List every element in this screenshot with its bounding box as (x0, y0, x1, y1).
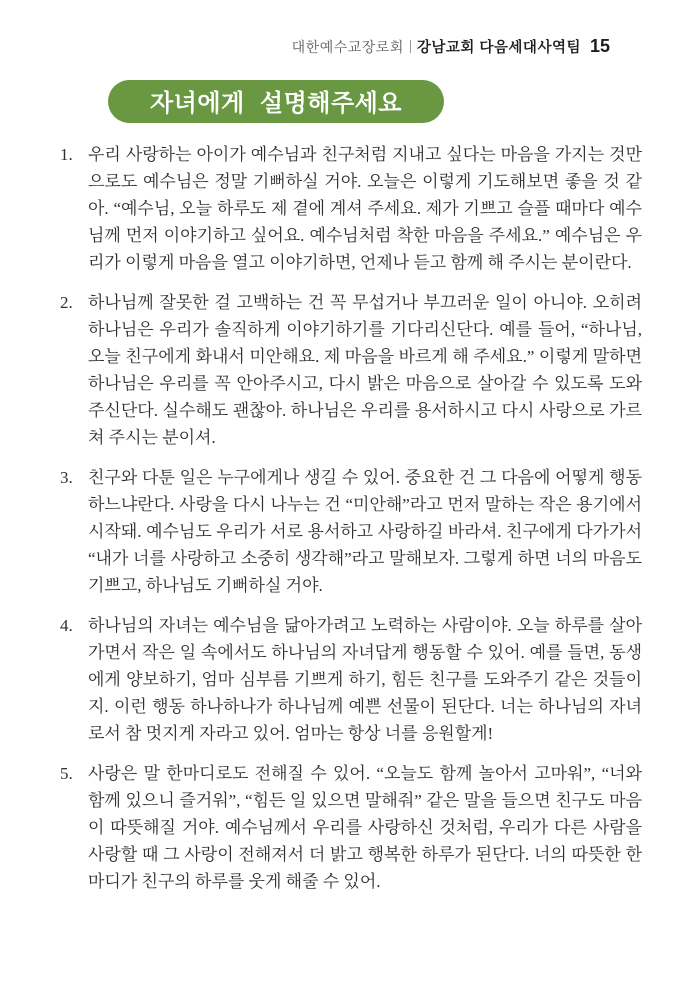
list-item-number: 5. (60, 764, 73, 783)
list-item (60, 760, 642, 895)
list-item-number: 1. (60, 145, 73, 164)
header-divider (410, 40, 411, 53)
list-item (60, 289, 642, 451)
list-item-number: 3. (60, 468, 73, 487)
list-item (60, 612, 642, 747)
list-item-text: 하나님께 잘못한 걸 고백하는 건 꼭 무섭거나 부끄러운 일이 아니야. 오히려 하나님은 우리가 솔직하게 이야기하기를 기다리신단다. 예를 들어, “하나님, 오늘 친구에게 화내서 미안해요. 제 마음을 바르게 해 주세요.” 이렇게 말하면 하나님은 우리를 꼭 안아주시고, 다시 밝은 마음으로 살아갈 수 있도록 도와주신단다. 실수해도 괜찮아. 하나님은 우리를 용서하시고 다시 사랑으로 가르쳐 주시는 분이셔. (88, 293, 642, 447)
section-title-badge (108, 80, 444, 123)
header-team-name: 강남교회 다음세대사역팀 (416, 40, 581, 56)
list-item-number: 4. (60, 616, 73, 635)
list-item-text: 하나님의 자녀는 예수님을 닮아가려고 노력하는 사람이야. 오늘 하루를 살아가면서 작은 일 속에서도 하나님의 자녀답게 행동할 수 있어. 예를 들면, 동생에게 양보하기, 엄마 심부름 기쁘게 하기, 힘든 친구를 도와주기 같은 것들이지. 이런 행동 하나하나가 하나님께 예쁜 선물이 된단다. 너는 하나님의 자녀로서 참 멋지게 자라고 있어. 엄마는 항상 너를 응원할게! (88, 616, 642, 743)
numbered-list (60, 141, 642, 908)
list-item (60, 141, 642, 276)
list-item-text: 우리 사랑하는 아이가 예수님과 친구처럼 지내고 싶다는 마음을 가지는 것만으로도 예수님은 정말 기뻐하실 거야. 오늘은 이렇게 기도해보면 좋을 것 같아. “예수님, 오늘 하루도 제 곁에 계셔 주세요. 제가 기쁘고 슬플 때마다 예수님께 먼저 이야기하고 싶어요. 예수님처럼 착한 마음을 주세요.” 예수님은 우리가 이렇게 마음을 열고 이야기하면, 언제나 듣고 함께 해 주시는 분이란다. (88, 145, 642, 272)
page-header (292, 36, 610, 57)
page-number: 15 (589, 36, 610, 56)
list-item-number: 2. (60, 293, 73, 312)
section-title-label: 자녀에게 설명해주세요 (149, 90, 402, 117)
list-item-text: 사랑은 말 한마디로도 전해질 수 있어. “오늘도 함께 놀아서 고마워”, “너와 함께 있으니 즐거워”, “힘든 일 있으면 말해줘” 같은 말을 들으면 친구도 마음이 따뜻해질 거야. 예수님께서 우리를 사랑하신 것처럼, 우리가 다른 사람을 사랑할 때 그 사랑이 전해져서 더 밝고 행복한 하루가 된단다. 너의 따뜻한 한 마디가 친구의 하루를 웃게 해줄 수 있어. (88, 764, 642, 891)
list-item-text: 친구와 다툰 일은 누구에게나 생길 수 있어. 중요한 건 그 다음에 어떻게 행동하느냐란다. 사랑을 다시 나누는 건 “미안해”라고 먼저 말하는 작은 용기에서 시작돼. 예수님도 우리가 서로 용서하고 사랑하길 바라셔. 친구에게 다가가서 “내가 너를 사랑하고 소중히 생각해”라고 말해보자. 그렇게 하면 너의 마음도 기쁘고, 하나님도 기뻐하실 거야. (88, 468, 642, 595)
list-item (60, 464, 642, 599)
header-org-name: 대한예수교장로회 (291, 39, 404, 55)
